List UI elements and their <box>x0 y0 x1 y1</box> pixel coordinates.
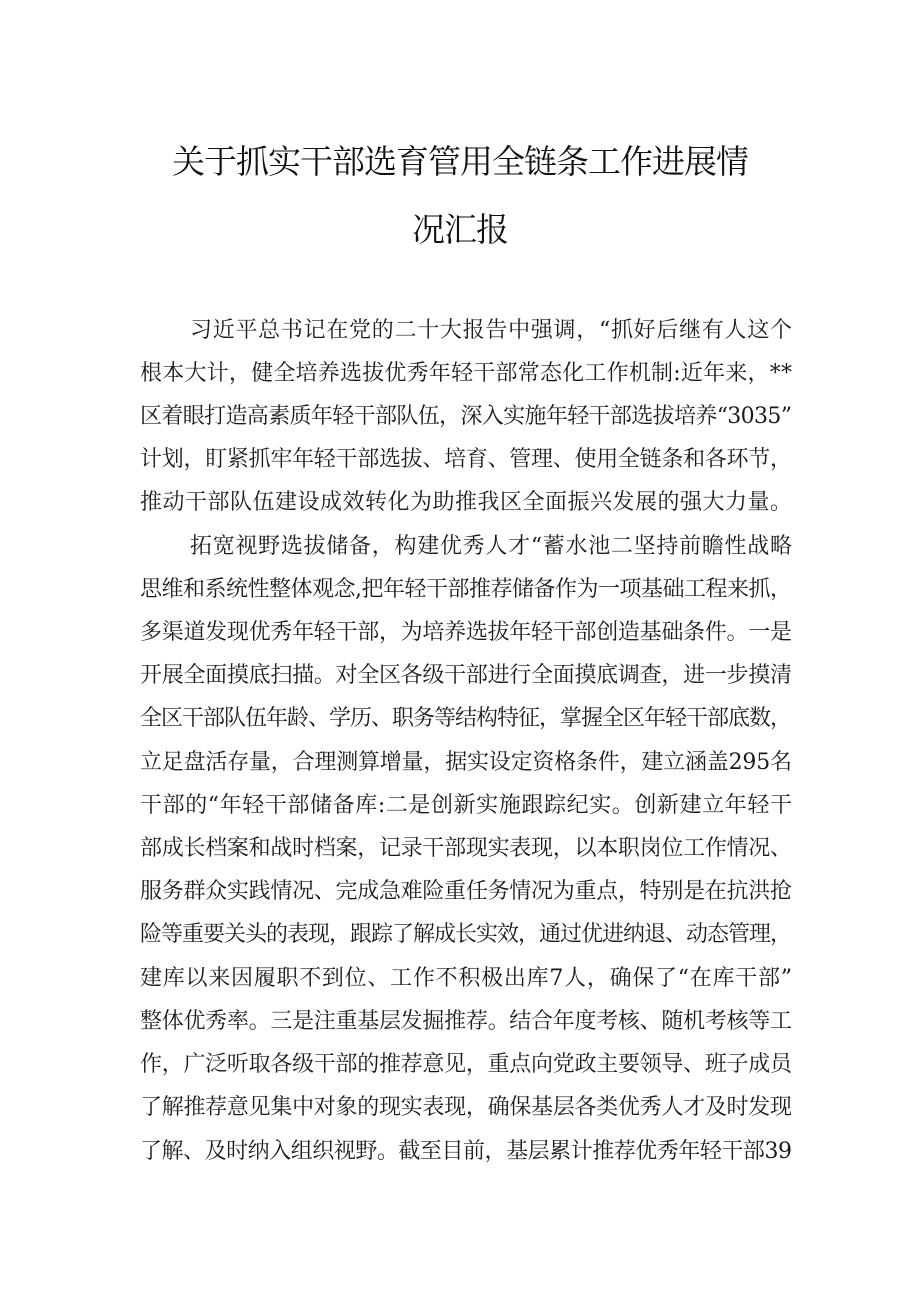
document-title-line-2: 况汇报 <box>412 210 508 249</box>
body-line-5: 推动干部队伍建设成效转化为助推我区全面振兴发展的强大力量。 <box>140 490 793 515</box>
body-line-1: 习近平总书记在党的二十大报告中强调，“抓好后继有人这个 <box>190 318 793 343</box>
body-line-14: 服务群众实践情况、完成急难险重任务情况为重点，特别是在抗洪抢 <box>140 879 792 904</box>
body-line-3: 区着眼打造高素质年轻干部队伍，深入实施年轻干部选拔培养“3035” <box>140 404 792 429</box>
body-line-18: 作，广泛听取各级干部的推荐意见，重点向党政主要领导、班子成员 <box>140 1052 792 1077</box>
body-line-13: 部成长档案和战时档案，记录干部现实表现，以本职岗位工作情况、 <box>140 836 792 861</box>
body-line-7: 思维和系统性整体观念,把年轻干部推荐储备作为一项基础工程来抓， <box>140 577 792 602</box>
body-line-17: 整体优秀率。三是注重基层发掘推荐。结合年度考核、随机考核等工 <box>140 1009 792 1034</box>
body-line-10: 全区干部队伍年龄、学历、职务等结构特征，掌握全区年轻干部底数， <box>140 706 791 731</box>
body-line-15: 险等重要关头的表现，跟踪了解成长实效，通过优进纳退、动态管理， <box>140 922 791 947</box>
body-line-6: 拓宽视野选拔储备，构建优秀人才“蓄水池二坚持前瞻性战略 <box>190 534 793 559</box>
body-line-11: 立足盘活存量，合理测算增量，据实设定资格条件，建立涵盖295名 <box>140 750 792 775</box>
body-line-12: 干部的“年轻干部储备库:二是创新实施跟踪纪实。创新建立年轻干 <box>140 793 793 818</box>
body-line-19: 了解推荐意见集中对象的现实表现，确保基层各类优秀人才及时发现 <box>140 1095 792 1120</box>
document-title-line-1: 关于抓实干部选育管用全链条工作进展情 <box>172 142 748 181</box>
body-line-20: 了解、及时纳入组织视野。截至目前，基层累计推荐优秀年轻干部39 <box>140 1139 792 1164</box>
body-line-2: 根本大计，健全培养选拔优秀年轻干部常态化工作机制:近年来，** <box>140 361 793 386</box>
body-line-9: 开展全面摸底扫描。对全区各级干部进行全面摸底调查，进一步摸清 <box>140 663 792 688</box>
body-line-4: 计划，盯紧抓牢年轻干部选拔、培育、管理、使用全链条和各环节， <box>140 447 792 472</box>
body-line-16: 建库以来因履职不到位、工作不积极出库7人，确保了“在库干部” <box>140 966 793 991</box>
body-line-8: 多渠道发现优秀年轻干部，为培养选拔年轻干部创造基础条件。一是 <box>140 620 792 645</box>
